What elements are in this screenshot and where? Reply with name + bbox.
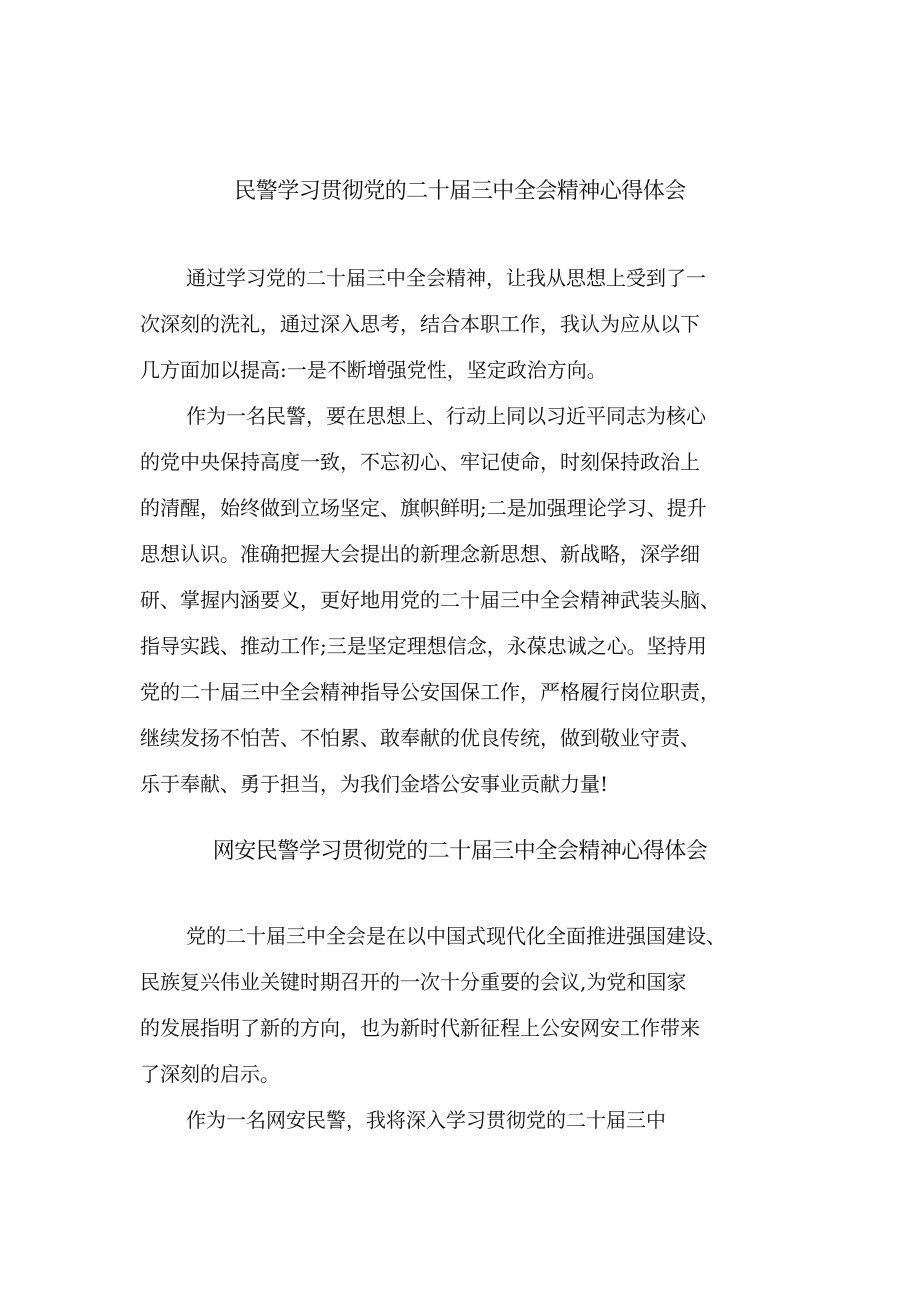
paragraph-line: 继续发扬不怕苦、不怕累、敢奉献的优良传统，做到敬业守责、 [140, 726, 700, 750]
paragraph-line: 作为一名民警，要在思想上、行动上同以习近平同志为核心 [186, 404, 706, 428]
paragraph-line: 指导实践、推动工作;三是坚定理想信念，永葆忠诚之心。坚持用 [140, 634, 707, 658]
paragraph-line: 党的二十届三中全会是在以中国式现代化全面推进强国建设、 [186, 924, 726, 948]
paragraph-line: 的党中央保持高度一致，不忘初心、牢记使命，时刻保持政治上 [140, 450, 700, 474]
section2-title: 网安民警学习贯彻党的二十届三中全会精神心得体会 [212, 839, 708, 864]
paragraph-line: 党的二十届三中全会精神指导公安国保工作，严格履行岗位职责， [140, 680, 720, 704]
paragraph-line: 了深刻的启示。 [140, 1062, 280, 1086]
paragraph-line: 民族复兴伟业关键时期召开的一次十分重要的会议,为党和国家 [140, 970, 687, 994]
paragraph-line: 次深刻的洗礼，通过深入思考，结合本职工作，我认为应从以下 [140, 312, 700, 336]
paragraph-line: 思想认识。准确把握大会提出的新理念新思想、新战略，深学细 [140, 542, 700, 566]
paragraph-line: 研、掌握内涵要义，更好地用党的二十届三中全会精神武装头脑、 [140, 588, 720, 612]
paragraph-line: 几方面加以提高:一是不断增强党性，坚定政治方向。 [140, 358, 607, 382]
paragraph-line: 通过学习党的二十届三中全会精神，让我从思想上受到了一 [186, 266, 706, 290]
paragraph-line: 的发展指明了新的方向，也为新时代新征程上公安网安工作带来 [140, 1016, 700, 1040]
paragraph-line: 作为一名网安民警，我将深入学习贯彻党的二十届三中 [186, 1108, 666, 1132]
paragraph-line: 的清醒，始终做到立场坚定、旗帜鲜明;二是加强理论学习、提升 [140, 496, 707, 520]
paragraph-line: 乐于奉献、勇于担当，为我们金塔公安事业贡献力量! [140, 772, 609, 796]
section1-title: 民警学习贯彻党的二十届三中全会精神心得体会 [234, 179, 686, 204]
